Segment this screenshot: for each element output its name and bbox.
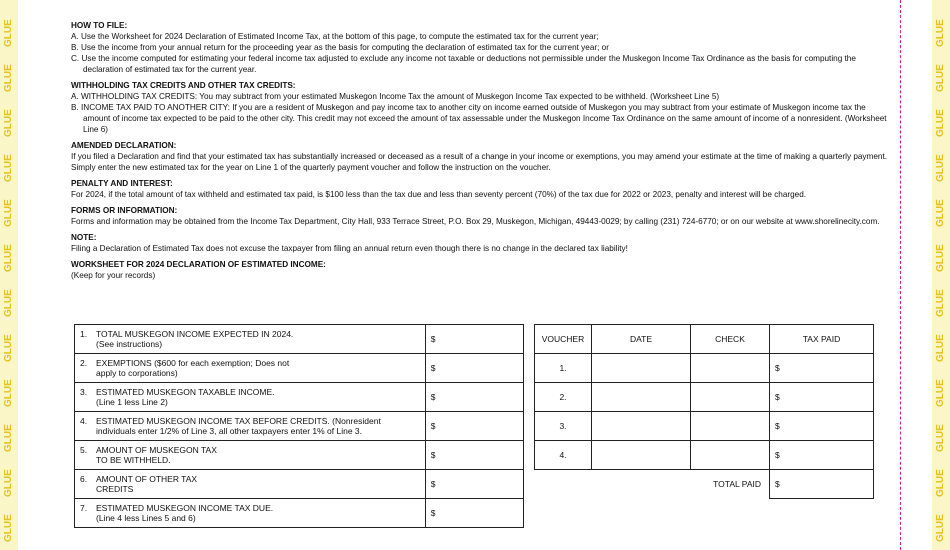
table-row — [535, 354, 874, 383]
table-row — [75, 325, 524, 354]
line-label: AMOUNT OF OTHER TAX — [96, 474, 198, 484]
date-field[interactable] — [592, 383, 691, 412]
table-row — [75, 441, 524, 470]
line-number: 4. — [80, 416, 88, 426]
check-field[interactable] — [691, 441, 770, 470]
section-heading: NOTE: — [71, 233, 97, 242]
voucher-number: 4. — [535, 441, 592, 470]
line-label: ESTIMATED MUSKEGON TAXABLE INCOME. — [96, 387, 275, 397]
worksheet-heading: WORKSHEET FOR 2024 DECLARATION OF ESTIMATED INCOME: — [71, 260, 326, 269]
voucher-number: 2. — [535, 383, 592, 412]
forms-section — [71, 205, 893, 227]
tax-paid-field[interactable] — [770, 354, 874, 383]
penalty-section — [71, 178, 893, 200]
table-row — [75, 499, 524, 528]
right-glue-labels — [932, 0, 950, 550]
list-item: A. Use the Worksheet for 2024 Declaration of Estimated Income Tax, at the bottom of this page, to compute the estimated tax for the current year; — [71, 32, 599, 41]
glue-label: GLUE — [935, 154, 946, 182]
list-item: A. WITHHOLDING TAX CREDITS: You may subtract from your estimated Muskegon Income Tax the amount of Muskegon Income Tax expected to be withheld. (Worksheet Line 5) — [71, 92, 720, 101]
check-field[interactable] — [691, 383, 770, 412]
amount-field[interactable] — [425, 383, 523, 412]
section-heading: HOW TO FILE: — [71, 21, 128, 30]
amount-field[interactable] — [425, 354, 523, 383]
check-field[interactable] — [691, 354, 770, 383]
dollar-sign: $ — [430, 421, 436, 431]
dollar-sign: $ — [430, 363, 436, 373]
dollar-sign: $ — [430, 450, 436, 460]
column-header: CHECK — [691, 325, 770, 354]
glue-label: GLUE — [3, 379, 14, 407]
line-sublabel: CREDITS — [96, 484, 134, 494]
dollar-sign: $ — [775, 392, 780, 402]
glue-label: GLUE — [935, 244, 946, 272]
section-text: Forms and information may be obtained from the Income Tax Department, City Hall, 933 Terrace Street, P.O. Box 29, Muskegon, Michigan, 49443-0029; by calling (231) 724-6770; or on our website at www.shorelinecity.com. — [71, 217, 880, 226]
glue-label: GLUE — [3, 64, 14, 92]
table-header-row — [535, 325, 874, 354]
glue-label: GLUE — [3, 154, 14, 182]
perforation-line — [900, 0, 901, 550]
glue-label: GLUE — [3, 289, 14, 317]
line-label: EXEMPTIONS ($600 for each exemption; Does not — [96, 358, 290, 368]
amount-field[interactable] — [425, 470, 523, 499]
amount-field[interactable] — [425, 499, 523, 528]
section-heading: PENALTY AND INTEREST: — [71, 179, 173, 188]
amount-field[interactable] — [425, 441, 523, 470]
voucher-number: 3. — [535, 412, 592, 441]
voucher-table — [534, 324, 874, 499]
line-number: 3. — [80, 387, 88, 397]
line-label: TOTAL MUSKEGON INCOME EXPECTED IN 2024. — [96, 329, 294, 339]
left-glue-labels — [0, 0, 18, 550]
amended-section — [71, 140, 893, 173]
date-field[interactable] — [592, 412, 691, 441]
glue-label: GLUE — [3, 514, 14, 542]
line-number: 6. — [80, 474, 88, 484]
list-item: C. Use the income computed for estimating your federal income tax adjusted to exclude any income not taxable or deductions not permissible under the Muskegon Income Tax Ordinance as the basis for computing the declaration of estimated tax for the current year. — [71, 54, 856, 74]
glue-label: GLUE — [935, 289, 946, 317]
glue-label: GLUE — [935, 64, 946, 92]
line-sublabel: (See instructions) — [96, 339, 163, 349]
line-number: 5. — [80, 445, 88, 455]
glue-label: GLUE — [935, 334, 946, 362]
glue-label: GLUE — [935, 379, 946, 407]
table-row — [75, 354, 524, 383]
column-header: VOUCHER — [535, 325, 592, 354]
amount-field[interactable] — [425, 325, 523, 354]
date-field[interactable] — [592, 441, 691, 470]
line-sublabel: (Line 1 less Line 2) — [96, 397, 168, 407]
note-section — [71, 232, 893, 254]
dollar-sign: $ — [775, 479, 780, 489]
dollar-sign: $ — [775, 450, 780, 460]
list-item: B. Use the income from your annual return for the proceeding year as the basis for computing the declaration of estimated tax for the current year; or — [71, 43, 609, 52]
table-row — [75, 470, 524, 499]
check-field[interactable] — [691, 412, 770, 441]
glue-label: GLUE — [3, 424, 14, 452]
glue-label: GLUE — [935, 109, 946, 137]
tax-paid-field[interactable] — [770, 383, 874, 412]
table-row — [535, 441, 874, 470]
section-heading: AMENDED DECLARATION: — [71, 141, 177, 150]
dollar-sign: $ — [430, 392, 436, 402]
tax-paid-field[interactable] — [770, 441, 874, 470]
glue-label: GLUE — [3, 244, 14, 272]
glue-label: GLUE — [3, 199, 14, 227]
glue-label: GLUE — [935, 514, 946, 542]
glue-label: GLUE — [3, 19, 14, 47]
section-heading: FORMS OR INFORMATION: — [71, 206, 178, 215]
table-row — [535, 383, 874, 412]
line-label: AMOUNT OF MUSKEGON TAX — [96, 445, 217, 455]
line-label: ESTIMATED MUSKEGON INCOME TAX BEFORE CREDITS. (Nonresident — [96, 416, 381, 426]
table-row — [535, 412, 874, 441]
column-header: TAX PAID — [770, 325, 874, 354]
line-number: 7. — [80, 503, 88, 513]
dollar-sign: $ — [775, 363, 780, 373]
how-to-file-section — [71, 20, 893, 75]
amount-field[interactable] — [425, 412, 523, 441]
glue-label: GLUE — [935, 19, 946, 47]
section-heading: WITHHOLDING TAX CREDITS AND OTHER TAX CREDITS: — [71, 81, 296, 90]
withholding-section — [71, 80, 893, 135]
date-field[interactable] — [592, 354, 691, 383]
list-item: B. INCOME TAX PAID TO ANOTHER CITY: If you are a resident of Muskegon and pay income tax to another city on income earned outside of Muskegon you may subtract from your estimate of Muskegon income tax the amount of income tax expected to be paid to the other city. This credit may not exceed the amount of tax assessable under the Muskegon Income Tax Ordinance on the same amount of income of a nonresident. (Worksheet Line 6) — [71, 103, 887, 134]
glue-label: GLUE — [935, 424, 946, 452]
glue-label: GLUE — [935, 469, 946, 497]
glue-label: GLUE — [3, 469, 14, 497]
dollar-sign: $ — [430, 508, 436, 518]
worksheet-heading-block — [71, 259, 893, 281]
dollar-sign: $ — [775, 421, 780, 431]
section-text: For 2024, if the total amount of tax withheld and estimated tax paid, is $100 less than the tax due and less than seventy percent (70%) of the tax due for 2022 or 2023, penalty and interest will be charged. — [71, 190, 807, 199]
table-row — [75, 383, 524, 412]
table-row — [75, 412, 524, 441]
voucher-number: 1. — [535, 354, 592, 383]
line-number: 1. — [80, 329, 88, 339]
line-number: 2. — [80, 358, 88, 368]
line-sublabel: TO BE WITHHELD. — [96, 455, 171, 465]
worksheet-subheading: (Keep for your records) — [71, 271, 156, 280]
glue-label: GLUE — [3, 334, 14, 362]
total-paid-label: TOTAL PAID — [713, 479, 761, 490]
total-row — [535, 470, 874, 499]
instructions — [71, 20, 893, 286]
dollar-sign: $ — [430, 334, 436, 344]
glue-label: GLUE — [935, 199, 946, 227]
section-text: If you filed a Declaration and find that your estimated tax has substantially increased or deceased as a result of a change in your income or exemptions, you may amend your estimate at the time of making a quarterly payment. Simply enter the new estimated tax for the year on Line 1 of the quarterly payment voucher and follow the instruction on the voucher. — [71, 152, 887, 172]
tax-paid-field[interactable] — [770, 412, 874, 441]
line-sublabel: individuals enter 1/2% of Line 3, all other taxpayers enter 1% of Line 3. — [96, 426, 363, 436]
worksheet-table — [74, 324, 524, 528]
line-sublabel: apply to corporations) — [96, 368, 178, 378]
total-paid-field[interactable] — [770, 470, 874, 499]
glue-label: GLUE — [3, 109, 14, 137]
column-header: DATE — [592, 325, 691, 354]
line-label: ESTIMATED MUSKEGON INCOME TAX DUE. — [96, 503, 274, 513]
line-sublabel: (Line 4 less Lines 5 and 6) — [96, 513, 196, 523]
dollar-sign: $ — [430, 479, 436, 489]
section-text: Filing a Declaration of Estimated Tax does not excuse the taxpayer from filing an annual return even though there is no change in the declared tax liability! — [71, 244, 628, 253]
